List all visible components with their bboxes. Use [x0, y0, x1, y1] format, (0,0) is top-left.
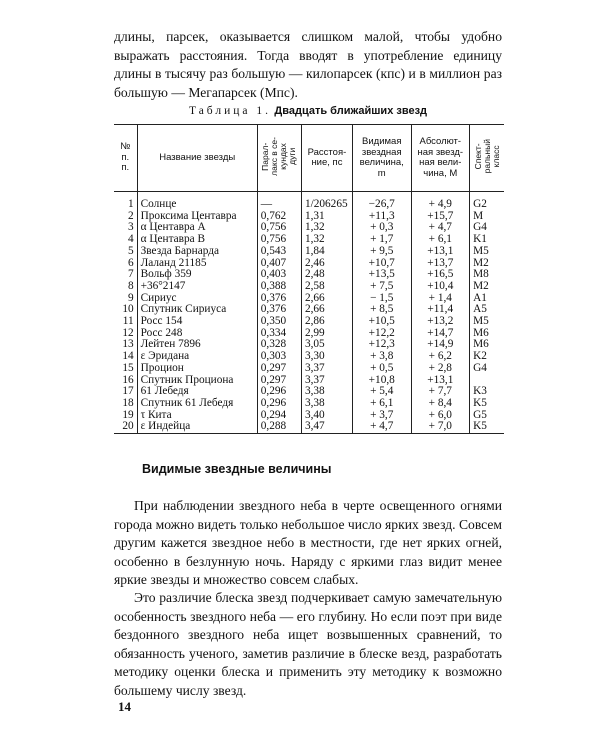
cell-distance: 3,05 — [301, 339, 352, 351]
table-row — [114, 363, 504, 375]
header-amag: Абсолют- ная звезд- ная вели- чина, M — [411, 125, 470, 192]
cell-amag: +13,7 — [411, 258, 470, 270]
cell-spectral: K5 — [470, 421, 504, 433]
cell-amag: + 1,4 — [411, 293, 470, 305]
cell-amag: +13,1 — [411, 375, 470, 387]
cell-num: 7 — [114, 269, 137, 281]
table-body — [114, 192, 504, 434]
cell-vmag: +10,5 — [352, 316, 411, 328]
cell-amag: + 6,2 — [411, 351, 470, 363]
cell-amag: +13,1 — [411, 246, 470, 258]
cell-num: 10 — [114, 304, 137, 316]
header-vmag: Видимая звездная величина, m — [352, 125, 411, 192]
cell-num: 8 — [114, 281, 137, 293]
cell-parallax: 0,297 — [257, 375, 301, 387]
cell-vmag: +10,7 — [352, 258, 411, 270]
cell-amag: +10,4 — [411, 281, 470, 293]
cell-spectral: A1 — [470, 293, 504, 305]
table-header-row — [114, 125, 504, 192]
cell-spectral: M5 — [470, 316, 504, 328]
cell-vmag: − 1,5 — [352, 293, 411, 305]
cell-parallax: 0,350 — [257, 316, 301, 328]
cell-spectral: M — [470, 211, 504, 223]
cell-spectral: M6 — [470, 339, 504, 351]
cell-name: Звезда Барнарда — [137, 246, 257, 258]
cell-distance: 3,30 — [301, 351, 352, 363]
cell-num: 13 — [114, 339, 137, 351]
cell-parallax: 0,376 — [257, 293, 301, 305]
cell-amag: +13,2 — [411, 316, 470, 328]
cell-num: 14 — [114, 351, 137, 363]
cell-num: 5 — [114, 246, 137, 258]
header-num: № п. п. — [114, 125, 137, 192]
cell-spectral: A5 — [470, 304, 504, 316]
page-number: 14 — [118, 699, 131, 714]
cell-spectral: M5 — [470, 246, 504, 258]
cell-num: 15 — [114, 363, 137, 375]
cell-vmag: + 1,7 — [352, 234, 411, 246]
cell-num: 2 — [114, 211, 137, 223]
cell-parallax: 0,294 — [257, 410, 301, 422]
table-row — [114, 281, 504, 293]
cell-vmag: + 3,8 — [352, 351, 411, 363]
cell-parallax: 0,403 — [257, 269, 301, 281]
cell-distance: 3,38 — [301, 398, 352, 410]
cell-amag: +14,9 — [411, 339, 470, 351]
header-distance: Расстоя- ние, пс — [301, 125, 352, 192]
cell-name: Проксима Центавра — [137, 211, 257, 223]
cell-spectral: K3 — [470, 386, 504, 398]
cell-parallax: 0,543 — [257, 246, 301, 258]
cell-vmag: + 0,5 — [352, 363, 411, 375]
cell-num: 9 — [114, 293, 137, 305]
cell-vmag: +12,2 — [352, 328, 411, 340]
header-name: Название звезды — [137, 125, 257, 192]
cell-name: Процион — [137, 363, 257, 375]
cell-spectral: M2 — [470, 258, 504, 270]
cell-name: ε Эридана — [137, 351, 257, 363]
cell-spectral: K1 — [470, 234, 504, 246]
cell-parallax: 0,334 — [257, 328, 301, 340]
table-caption-lead: Таблица 1. — [188, 105, 272, 117]
cell-num: 19 — [114, 410, 137, 422]
cell-parallax: — — [257, 199, 301, 211]
cell-parallax: 0,296 — [257, 398, 301, 410]
cell-parallax: 0,328 — [257, 339, 301, 351]
header-spectral: Спект- ральный класс — [472, 139, 501, 174]
cell-spectral: G2 — [470, 199, 504, 211]
cell-distance: 1/206265 — [301, 199, 352, 211]
cell-amag: +16,5 — [411, 269, 470, 281]
cell-distance: 2,48 — [301, 269, 352, 281]
cell-distance: 1,32 — [301, 234, 352, 246]
cell-distance: 1,84 — [301, 246, 352, 258]
cell-amag: +11,4 — [411, 304, 470, 316]
cell-vmag: + 8,5 — [352, 304, 411, 316]
nearest-stars-table — [114, 124, 504, 434]
header-parallax: Парал- лакс в се- кундах дуги — [260, 136, 298, 176]
cell-parallax: 0,756 — [257, 222, 301, 234]
cell-spectral: K5 — [470, 398, 504, 410]
cell-amag: + 4,9 — [411, 199, 470, 211]
cell-distance: 2,46 — [301, 258, 352, 270]
cell-vmag: + 4,7 — [352, 421, 411, 433]
cell-distance: 1,31 — [301, 211, 352, 223]
cell-amag: + 6,1 — [411, 234, 470, 246]
cell-name: Лаланд 21185 — [137, 258, 257, 270]
cell-name: Лейтен 7896 — [137, 339, 257, 351]
cell-distance: 2,66 — [301, 293, 352, 305]
cell-distance: 2,99 — [301, 328, 352, 340]
cell-name: ε Индейца — [137, 421, 257, 433]
table-row — [114, 316, 504, 328]
cell-vmag: + 7,5 — [352, 281, 411, 293]
header-spectral-cell — [470, 125, 504, 192]
cell-num: 17 — [114, 386, 137, 398]
table-row — [114, 199, 504, 211]
cell-name: 61 Лебедя — [137, 386, 257, 398]
cell-distance: 3,38 — [301, 386, 352, 398]
cell-num: 16 — [114, 375, 137, 387]
cell-amag: +15,7 — [411, 211, 470, 223]
cell-spectral: K2 — [470, 351, 504, 363]
cell-parallax: 0,303 — [257, 351, 301, 363]
cell-distance: 2,66 — [301, 304, 352, 316]
header-parallax-cell — [257, 125, 301, 192]
cell-distance: 3,37 — [301, 375, 352, 387]
cell-name: τ Кита — [137, 410, 257, 422]
cell-name: Вольф 359 — [137, 269, 257, 281]
cell-parallax: 0,388 — [257, 281, 301, 293]
cell-vmag: −26,7 — [352, 199, 411, 211]
cell-name: Росс 248 — [137, 328, 257, 340]
cell-distance: 2,58 — [301, 281, 352, 293]
cell-name: α Центавра В — [137, 234, 257, 246]
cell-amag: + 7,7 — [411, 386, 470, 398]
cell-spectral: M8 — [470, 269, 504, 281]
cell-distance: 1,32 — [301, 222, 352, 234]
table-row — [114, 421, 504, 433]
cell-vmag: +12,3 — [352, 339, 411, 351]
cell-parallax: 0,762 — [257, 211, 301, 223]
cell-name: Росс 154 — [137, 316, 257, 328]
cell-spectral: G4 — [470, 222, 504, 234]
cell-distance: 3,37 — [301, 363, 352, 375]
cell-parallax: 0,407 — [257, 258, 301, 270]
paragraph-1: При наблюдении звездного неба в черте освещенного огнями города можно видеть только небольшое число ярких звезд. Совсем другим кажется звездное небо в местности, где нет ярких огней, особенно в безлунную ночь. Наряду с яркими глаз видит менее яркие звезды и множество совсем слабых. — [114, 498, 502, 587]
cell-vmag: +11,3 — [352, 211, 411, 223]
cell-num: 3 — [114, 222, 137, 234]
paragraph-top: длины, парсек, оказывается слишком малой, чтобы удобно выражать расстояния. Тогда вводят в употребление единицу длины в тысячу раз большую — килопарсек (кпс) и в миллион раз большую — Мегапарсек (Мпс). — [114, 29, 502, 100]
cell-amag: + 7,0 — [411, 421, 470, 433]
cell-amag: + 8,4 — [411, 398, 470, 410]
cell-vmag: + 3,7 — [352, 410, 411, 422]
paragraph-2: Это различие блеска звезд подчеркивает самую замечательную особенность звездного неба — его глубину. Но если поэт при виде бездонного звездного неба ищет возвышенных сравнений, то обязанность ученого, заметив различие в блеске везд, разработать методику оценки блеска и применить эту методику к возможно большему числу звезд. — [114, 590, 502, 698]
cell-name: α Центавра А — [137, 222, 257, 234]
cell-amag: + 6,0 — [411, 410, 470, 422]
cell-spectral: G5 — [470, 410, 504, 422]
cell-distance: 2,86 — [301, 316, 352, 328]
section-heading: Видимые звездные величины — [142, 462, 332, 476]
cell-amag: +14,7 — [411, 328, 470, 340]
cell-distance: 3,40 — [301, 410, 352, 422]
cell-parallax: 0,297 — [257, 363, 301, 375]
cell-name: Спутник Проциона — [137, 375, 257, 387]
cell-name: Спутник 61 Лебедя — [137, 398, 257, 410]
cell-vmag: + 6,1 — [352, 398, 411, 410]
cell-spectral: M2 — [470, 281, 504, 293]
cell-num: 12 — [114, 328, 137, 340]
cell-num: 18 — [114, 398, 137, 410]
cell-spectral: G4 — [470, 363, 504, 375]
cell-name: +36°2147 — [137, 281, 257, 293]
table-row — [114, 398, 504, 410]
cell-num: 20 — [114, 421, 137, 433]
cell-amag: + 4,7 — [411, 222, 470, 234]
cell-parallax: 0,296 — [257, 386, 301, 398]
cell-vmag: + 0,3 — [352, 222, 411, 234]
cell-parallax: 0,756 — [257, 234, 301, 246]
cell-vmag: + 5,4 — [352, 386, 411, 398]
cell-name: Сириус — [137, 293, 257, 305]
cell-num: 4 — [114, 234, 137, 246]
cell-vmag: +10,8 — [352, 375, 411, 387]
table-caption — [114, 105, 502, 117]
table-row — [114, 246, 504, 258]
cell-parallax: 0,288 — [257, 421, 301, 433]
cell-distance: 3,47 — [301, 421, 352, 433]
cell-name: Спутник Сириуса — [137, 304, 257, 316]
cell-vmag: +13,5 — [352, 269, 411, 281]
cell-name: Солнце — [137, 199, 257, 211]
cell-spectral: M6 — [470, 328, 504, 340]
cell-amag: + 2,8 — [411, 363, 470, 375]
cell-num: 1 — [114, 199, 137, 211]
cell-num: 11 — [114, 316, 137, 328]
cell-num: 6 — [114, 258, 137, 270]
cell-vmag: + 9,5 — [352, 246, 411, 258]
cell-parallax: 0,376 — [257, 304, 301, 316]
table-caption-title: Двадцать ближайших звезд — [274, 105, 428, 117]
